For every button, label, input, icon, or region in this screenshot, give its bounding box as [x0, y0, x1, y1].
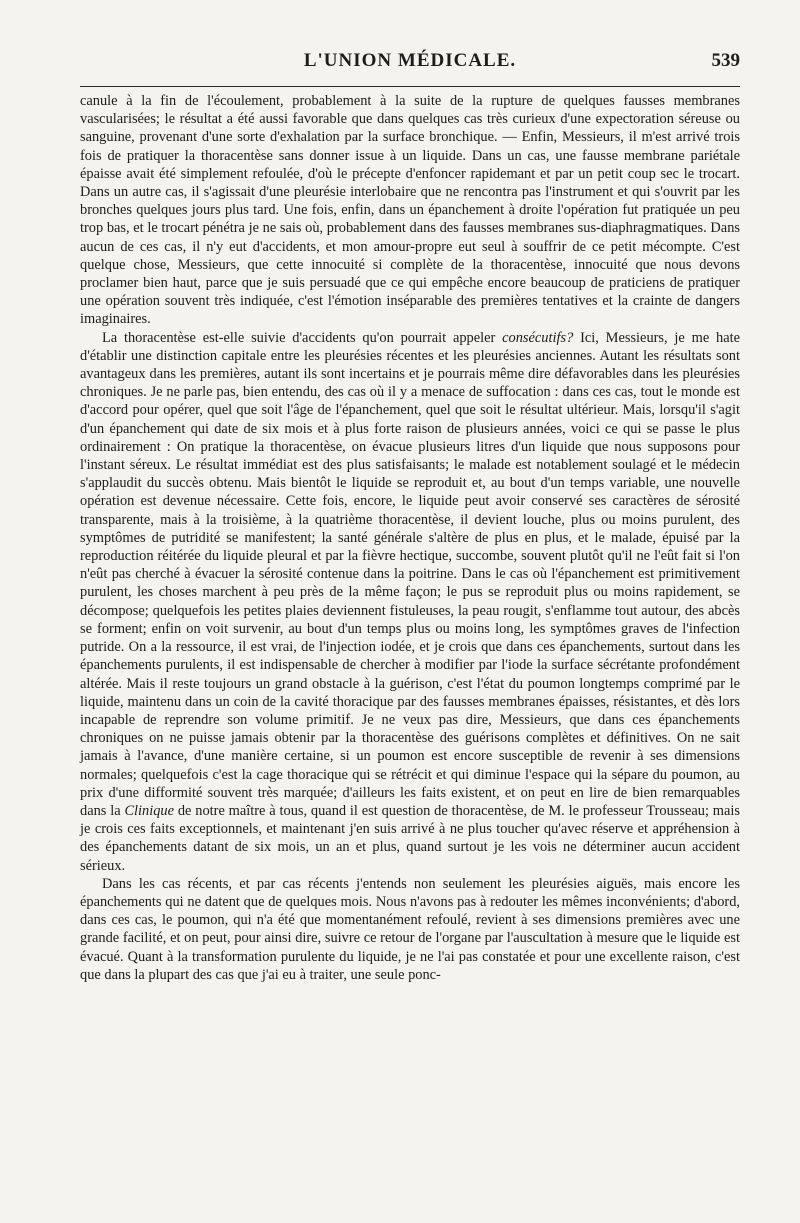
- article-body: [80, 92, 740, 984]
- italic-term: consécutifs?: [502, 329, 574, 346]
- paragraph-text: Ici, Messieurs, je me hate d'établir une distinction capitale entre les pleurésies récentes et les pleurésies anciennes. Autant les résultats sont avantageux dans les premières, autant ils sont incertains et je pourrais même dire défavorables dans les pleurésies chroniques. Je ne parle pas, bien entendu, des cas où il y a menace de suffocation : dans ces cas, tout le monde est d'accord pour opérer, quel que soit l'âge de l'épanchement, quel que soit le résultat ultérieur. Mais, lorsqu'il s'agit d'un épanchement qui date de six mois et à plus forte raison de plusieurs années, voici ce qui se passe le plus ordinairement : On pratique la thoracentèse, on évacue plusieurs litres d'un liquide que nous supposons pour l'instant séreux. Le résultat immédiat est des plus satisfaisants; le malade est notablement soulagé et le médecin s'applaudit du succès obtenu. Mais bientôt le liquide se reproduit et, au bout d'un temps variable, une nouvelle opération est devenue nécessaire. Cette fois, encore, le liquide peut avoir conservé ses caractères de sérosité transparente, mais à la troisième, à la quatrième thoracentèse, il devient louche, plus ou moins purulent, des symptômes de putridité se manifestent; la santé générale s'altère de plus en plus, et le malade, épuisé par la reproduction réitérée du liquide pleural et par la fièvre hectique, succombe, souvent plutôt qu'il ne l'eût fait si l'on n'eût pas cherché à évacuer la sérosité contenue dans la poitrine. Dans le cas où l'épanchement est primitivement purulent, les choses marchent à peu près de la même façon; le pus se reproduit plus ou moins rapidement, se décompose; quelquefois les petites plaies deviennent fistuleuses, la peau rougit, s'enflamme tout autour, des abcès se forment; enfin on voit survenir, au bout d'un temps plus ou moins long, les symptômes graves de l'infection putride. On a la ressource, il est vrai, de l'injection iodée, et je crois que dans ces épanchements, surtout dans les épanchements purulents, il est indispensable de chercher à modifier par l'iode la surface sécrétante profondément altérée. Mais il reste toujours un grand obstacle à la guérison, c'est l'état du poumon longtemps comprimé par le liquide, maintenu dans un coin de la cavité thoracique par des fausses membranes épaisses, résistantes, et dès lors incapable de reprendre son volume primitif. Je ne veux pas dire, Messieurs, que dans ces épanchements chroniques on ne puisse jamais obtenir par la thoracentèse des guérisons complètes et définitives. On ne sait jamais à l'avance, d'une manière certaine, si un poumon est encore susceptible de revenir à ses dimensions normales; quelquefois c'est la cage thoracique qui se rétrécit et qui diminue l'espace qui la sépare du poumon, au prix d'une difformité souvent très marquée; d'ailleurs les faits existent, et on peut en lire de bien remarquables dans la: [80, 329, 740, 819]
- paragraph-text: de notre maître à tous, quand il est question de thoracentèse, de M. le professeur Trousseau; mais je crois ces faits exceptionnels, et maintenant j'en suis arrivé à ne plus toucher qu'avec réserve et appréhension à des épanchements datant de six mois, un an et plus, quand surtout je les vois ne déterminer aucun accident sérieux.: [80, 802, 740, 874]
- italic-title: Clinique: [124, 802, 175, 819]
- paragraph-continued: canule à la fin de l'écoulement, probablement à la suite de la rupture de quelques fausses membranes vascularisées; le résultat a été aussi favorable que dans quelques cas très curieux d'une expectoration séreuse ou sanguine, provenant d'une sorte d'exhalation par la surface bronchique. — Enfin, Messieurs, il m'est arrivé trois fois de pratiquer la thoracentèse sans donner issue à un liquide. Dans un cas, une fausse membrane pariétale épaisse avait été simplement refoulée, d'où le précepte d'enfoncer rapidemant et par un petit coup sec le trocart. Dans un autre cas, il s'agissait d'une pleurésie interlobaire que ne rencontra pas l'instrument et qui s'ouvrit par les bronches quelques jours plus tard. Une fois, enfin, dans un épanchement à droite l'opération fut pratiquée un peu trop bas, et le trocart pénétra je ne sais où, probablement dans des fausses membranes sus-diaphragmatiques. Dans aucun de ces cas, il n'y eut d'accidents, et mon amour-propre eut seul à souffrir de ce petit mécompte. C'est quelque chose, Messieurs, que cette innocuité si complète de la thoracentèse, innocuité que nous devons proclamer bien haut, parce que je suis persuadé que ce qui empêche encore beaucoup de praticiens de pratiquer une opération souvent très indiquée, c'est l'émotion inséparable des premières tentatives et la crainte de dangers imaginaires.: [80, 93, 740, 328]
- running-head: [80, 50, 740, 76]
- paragraph-consecutive-accidents: [80, 329, 740, 875]
- page-number: 539: [711, 50, 740, 71]
- running-title: L'UNION MÉDICALE.: [303, 50, 517, 71]
- header-rule: [80, 86, 740, 87]
- paragraph-text: La thoracentèse est-elle suivie d'accidents qu'on pourrait appeler: [102, 329, 503, 346]
- paragraph-recent-cases: Dans les cas récents, et par cas récents j'entends non seulement les pleurésies aiguës, mais encore les épanchements qui ne datent que de quelques mois. Nous n'avons pas à redouter les mêmes inconvénients; d'abord, dans ces cas, le poumon, qui n'a été que momentanément refoulé, revient à ses dimensions premières avec une grande facilité, et on peut, pour ainsi dire, suivre ce retour de l'organe par l'auscultation à mesure que le liquide est évacué. Quant à la transformation purulente du liquide, je ne l'ai pas constatée et pour une excellente raison, c'est que dans la plupart des cas que j'ai eu à traiter, une seule ponc-: [80, 875, 740, 983]
